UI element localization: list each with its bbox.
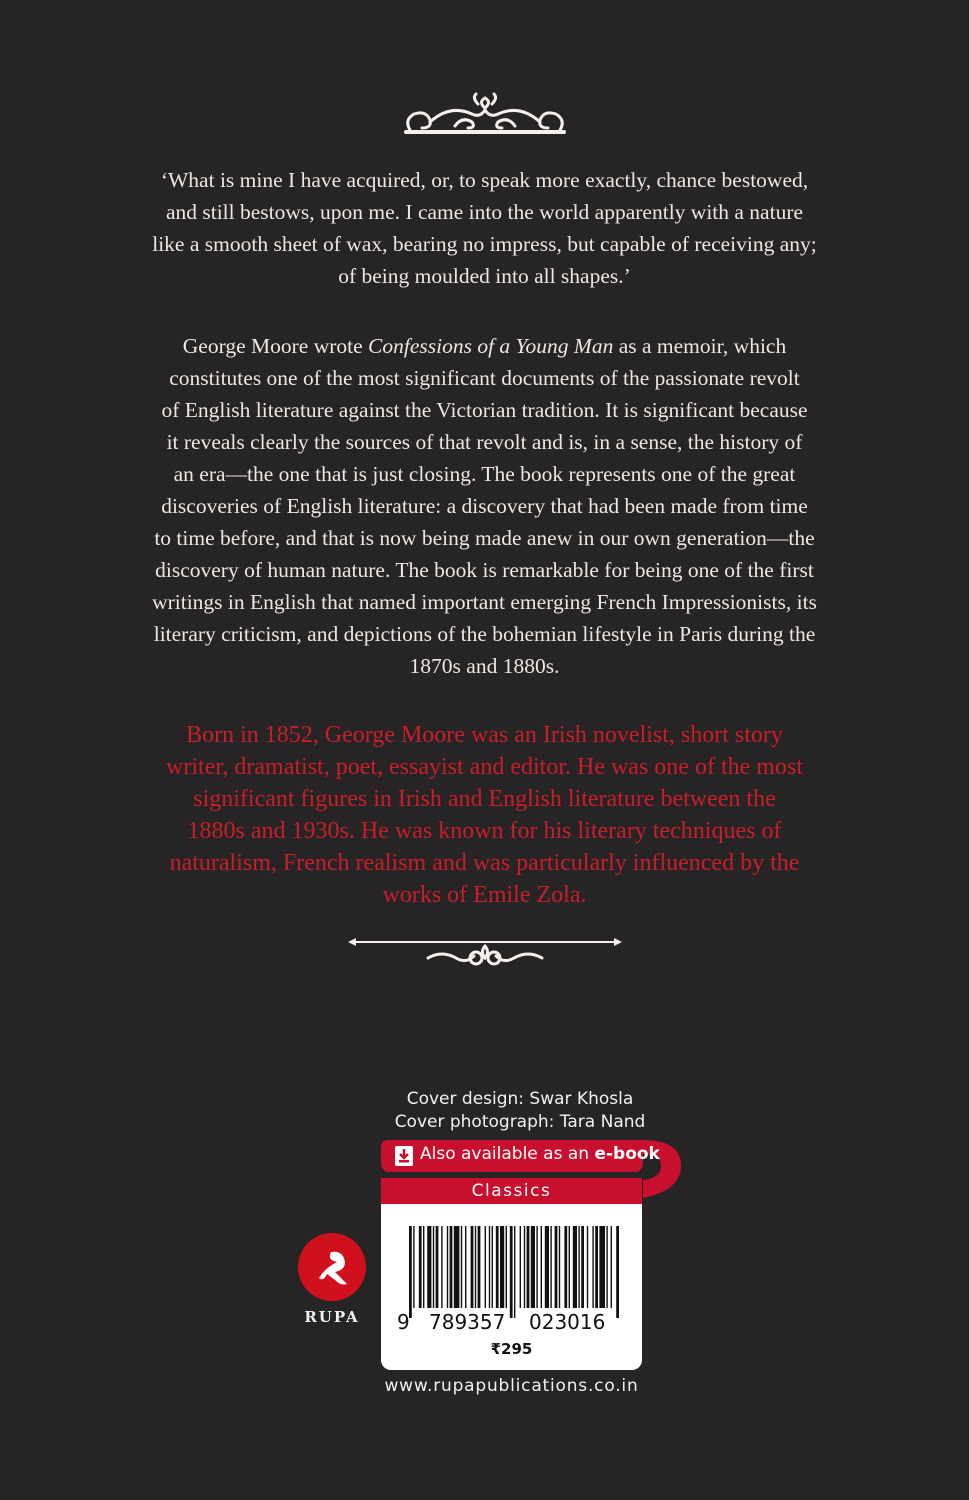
flourish-icon [400, 92, 570, 138]
isbn-right-group: 023016 [529, 1310, 606, 1334]
barcode-bar [514, 1226, 515, 1318]
description-line [120, 330, 849, 362]
book-quote [120, 164, 849, 292]
description-line: literary criticism, and depictions of the bohemian lifestyle in Paris during the [153, 622, 816, 646]
barcode-bar [419, 1226, 422, 1308]
barcode-bar [527, 1226, 530, 1308]
barcode-bar [510, 1226, 513, 1318]
bottom-ornament [0, 930, 969, 972]
bio-line: significant figures in Irish and English literature between the [193, 786, 776, 812]
barcode-bar [550, 1226, 551, 1308]
barcode-bar [564, 1226, 567, 1308]
barcode-bar [478, 1226, 481, 1308]
description-line: of English literature against the Victorian tradition. It is significant because [161, 398, 808, 422]
barcode-bar [581, 1226, 584, 1308]
isbn-left-group: 789357 [429, 1310, 506, 1334]
description-line: discovery of human nature. The book is remarkable for being one of the first [155, 558, 814, 582]
category-label: Classics [381, 1178, 642, 1204]
barcode-bar [587, 1226, 588, 1308]
barcode-bar [475, 1226, 476, 1308]
barcode-bar [461, 1226, 462, 1308]
rupa-logo-icon [297, 1232, 367, 1302]
barcode-bar [524, 1226, 525, 1308]
barcode-bar [578, 1226, 579, 1308]
barcode-bar [569, 1226, 570, 1308]
barcode-bar [471, 1226, 474, 1308]
description-line: constitutes one of the most significant documents of the passionate revolt [169, 366, 800, 390]
barcode-bar [616, 1226, 619, 1318]
description-intro: George Moore wrote [182, 334, 369, 358]
cover-design-credit: Cover design: Swar Khosla [406, 1089, 634, 1109]
isbn-barcode [409, 1226, 619, 1318]
ebook-emphasis: e-book [594, 1144, 660, 1164]
barcode-bar [436, 1226, 439, 1308]
isbn-first-digit: 9 [397, 1310, 410, 1334]
barcode-bar [599, 1226, 605, 1308]
barcode-bar [506, 1226, 507, 1308]
barcode-bar [496, 1226, 499, 1308]
barcode-bar [409, 1226, 412, 1318]
description-line: 1870s and 1880s. [409, 654, 560, 678]
barcode-bar [427, 1226, 431, 1308]
barcode-bar [454, 1226, 460, 1308]
description-line: it reveals clearly the sources of that revolt and is, in a sense, the history of [166, 430, 803, 454]
quote-line: and still bestows, upon me. I came into the world apparently with a nature [165, 200, 804, 224]
barcode-bar [595, 1226, 598, 1308]
quote-line: of being moulded into all shapes.’ [338, 264, 631, 288]
bio-line: naturalism, French realism and was particularly influenced by the [169, 850, 800, 876]
barcode-bar [536, 1226, 537, 1308]
ebook-notice [420, 1144, 660, 1164]
publisher-website[interactable]: www.rupapublications.co.in [384, 1376, 639, 1396]
author-bio [130, 719, 839, 911]
barcode-bar [500, 1226, 504, 1308]
barcode-bar [559, 1226, 560, 1308]
download-icon [394, 1145, 414, 1167]
barcode-bar [611, 1226, 612, 1308]
bio-line: writer, dramatist, poet, essayist and editor. He was one of the most [166, 754, 803, 780]
description-line: writings in English that named important emerging French Impressionists, its [152, 590, 817, 614]
barcode-bar [492, 1226, 493, 1308]
divider-flourish-icon [348, 930, 622, 972]
bio-line: works of Emile Zola. [382, 882, 587, 908]
barcode-bar [423, 1226, 424, 1308]
cover-photograph-credit: Cover photograph: Tara Nand [394, 1112, 646, 1132]
barcode-bar [541, 1226, 542, 1308]
barcode-bar [520, 1226, 521, 1308]
book-description [120, 330, 849, 682]
barcode-bar [465, 1226, 466, 1308]
barcode-bar [592, 1226, 593, 1308]
barcode-bar [555, 1226, 558, 1308]
publisher-name: RUPA [304, 1308, 360, 1326]
quote-line: like a smooth sheet of wax, bearing no impress, but capable of receiving any; [152, 232, 817, 256]
barcode-bar [489, 1226, 490, 1308]
top-ornament [0, 92, 969, 138]
barcode-card [381, 1178, 642, 1370]
barcode-bar [531, 1226, 535, 1308]
barcode-bar [606, 1226, 607, 1308]
price: ₹295 [490, 1340, 533, 1358]
barcode-bar [441, 1226, 442, 1308]
ebook-prefix: Also available as an [420, 1144, 595, 1164]
description-line: an era—the one that is just closing. The book represents one of the great [173, 462, 796, 486]
bio-line: 1880s and 1930s. He was known for his literary techniques of [187, 818, 782, 844]
barcode-bar [573, 1226, 577, 1308]
barcode-bar [485, 1226, 486, 1308]
barcode-bar [447, 1226, 448, 1308]
barcode-bar [545, 1226, 549, 1308]
barcode-bar [450, 1226, 453, 1308]
description-after-title: as a memoir, which [613, 334, 787, 358]
book-title: Confessions of a Young Man [368, 334, 614, 358]
description-line: to time before, and that is now being made anew in our own generation—the [154, 526, 815, 550]
quote-line: ‘What is mine I have acquired, or, to speak more exactly, chance bestowed, [160, 168, 809, 192]
barcode-bar [433, 1226, 434, 1308]
description-line: discoveries of English literature: a discovery that had been made from time [161, 494, 808, 518]
cover-credits [300, 1088, 740, 1134]
bio-line: Born in 1852, George Moore was an Irish novelist, short story [186, 722, 783, 748]
barcode-bar [413, 1226, 414, 1308]
